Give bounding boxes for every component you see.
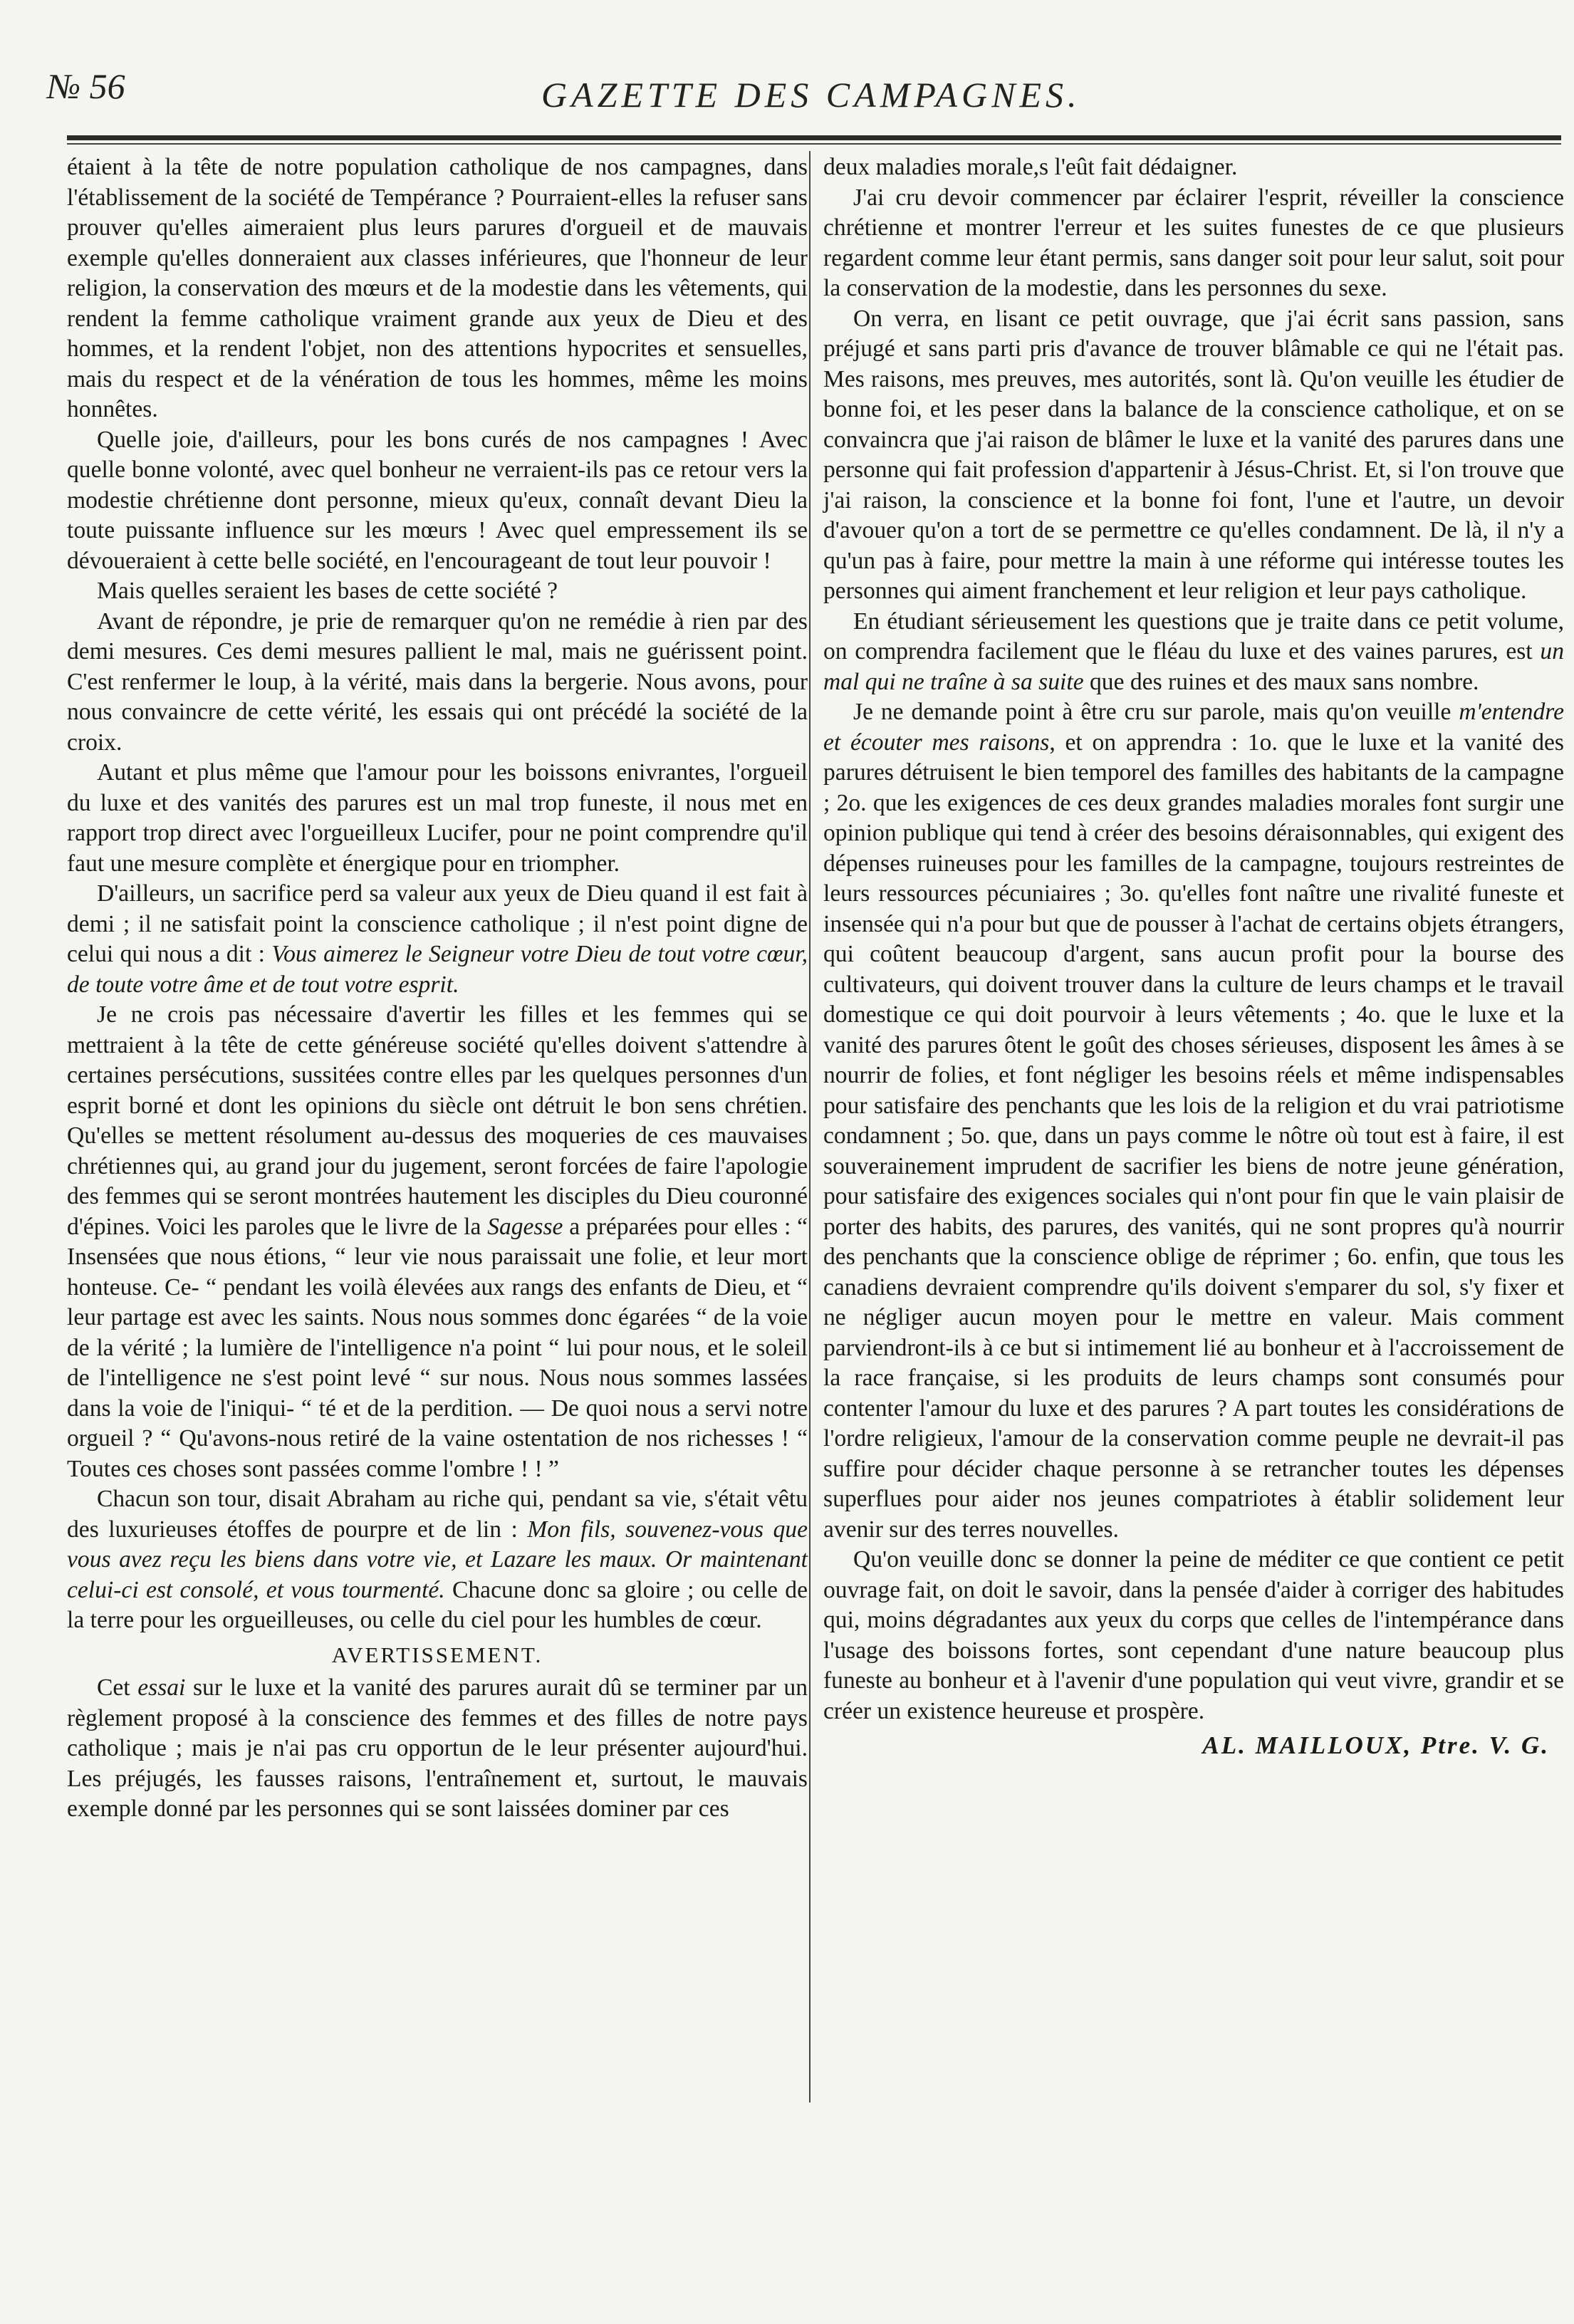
column-divider (809, 151, 811, 2102)
newspaper-masthead: GAZETTE DES CAMPAGNES. (541, 75, 1081, 115)
italic-phrase: un mal qui ne traîne à sa suite (823, 638, 1564, 695)
header-rule-thin (67, 143, 1561, 145)
header-rule-thick (67, 135, 1561, 140)
paragraph: Avant de répondre, je prie de remarquer qu'on ne remédie à rien par des demi mesures. Ces demi mesures pallient le mal, mais ne guérissent point. C'est renfermer le loup, à la vérité, mais dans la bergerie. Nous avons, pour nous convaincre de cette vérité, les essais qui ont précédé la société de la croix. (67, 608, 808, 756)
text-run: Chacun son tour, disait Abraham au riche qui, pendant sa vie, s'était vêtu des luxurieuses étoffes de pourpre et de lin : (67, 1486, 808, 1543)
text-run: D'ailleurs, un sacrifice perd sa valeur aux yeux de Dieu quand il est fait à demi ; il ne satisfait point la conscience catholique ; il n'est point digne de celui qui nous a dit : (67, 880, 808, 967)
text-run: sur le luxe et la vanité des parures aurait dû se terminer par un règlement proposé à la conscience des femmes et des filles de notre pays catholique ; mais je n'ai pas cru opportun de le leur présenter aujourd'hui. Les préjugés, les fausses raisons, l'entraînement et, surtout, le mauvais exemple donné par les personnes qui se sont laissées dominer par ces (67, 1674, 808, 1822)
right-column (823, 152, 1564, 1761)
paragraph: Autant et plus même que l'amour pour les boissons enivrantes, l'orgueil du luxe et des vanités des parures est un mal trop funeste, il nous met en rapport trop direct avec l'orgueilleux Lucifer, pour ne point comprendre qu'il faut une mesure complète et énergique pour en triompher. (67, 759, 808, 877)
paragraph (67, 879, 808, 1000)
text-run: , et on apprendra : 1o. que le luxe et la vanité des parures détruisent le bien temporel des familles des habitants de la campagne ; 2o. que les exigences de ces deux grandes maladies morales font surgir une opinion publique qui tend à créer des besoins déraisonnables, qui exigent des dépenses ruineuses pour les familles de la campagne, toujours restreintes de leurs ressources pécuniaires ; 3o. qu'elles font naître une rivalité funeste et insensée qui n'a pour but que de pousser à l'achat de certains objets étrangers, qui coûtent beaucoup d'argent, sans aucun profit pour la bourse des cultivateurs, qui doivent trouver dans la culture de leurs champs et le travail domestique ce qui doit pourvoir à leurs vêtements ; 4o. que le luxe et la vanité des parures ôtent le goût des choses sérieuses, disposent les âmes à se nourrir de folies, et font négliger les besoins réels et même indispensables pour satisfaire des penchants que les lois de la religion et du vrai patriotisme condamnent ; 5o. que, dans un pays comme le nôtre où tout est à faire, il est souverainement imprudent de sacrifier les biens de notre jeune génération, pour satisfaire des exigences sociales qui n'ont pour fin que le vain plaisir de porter des habits, des parures, des vanités, qui ne sont propres qu'à nourrir des penchants que la conscience oblige de réprimer ; 6o. enfin, que tous les canadiens devraient comprendre qu'ils doivent s'emparer du sol, s'y fixer et ne négliger aucun moyen pour le mettre en valeur. Mais comment parviendront-ils à ce but si intimement lié au bonheur et à l'accroissement de la race française, si les produits de leurs champs sont consumés pour contenter l'amour du luxe et des parures ? A part toutes les considérations de l'ordre religieux, l'amour de la conservation comme peuple ne devrait-il pas suffire pour décider chaque personne à se retrancher toutes les dépenses superflues pour aider nos jeunes compatriotes à établir solidement leur avenir sur des terres nouvelles. (823, 729, 1564, 1543)
page-number: № 56 (47, 66, 125, 106)
paragraph: J'ai cru devoir commencer par éclairer l'esprit, réveiller la conscience chrétienne et montrer l'erreur et les suites funestes de ce que plusieurs regardent comme leur étant permis, sans danger soit pour leur salut, soit pour la conservation de la modestie, dans les personnes du sexe. (823, 184, 1564, 301)
italic-title: Sagesse (487, 1213, 563, 1240)
paragraph: étaient à la tête de notre population catholique de nos campagnes, dans l'établissement de la société de Tempérance ? Pourraient-elles la refuser sans prouver qu'elles aimeraient plus leurs parures d'orgueil et de mauvais exemple qu'elles donneraient aux classes inférieures, que l'honneur de leur religion, la conservation des mœurs et de la modestie dans les vêtements, qui rendent la femme catholique vraiment grande aux yeux de Dieu et des hommes, et la rendent l'objet, non des attentions hypocrites et sensuelles, mais du respect et de la vénération de tous les hommes, même les moins honnêtes. (67, 154, 808, 422)
paragraph: deux maladies morale,s l'eût fait dédaigner. (823, 154, 1238, 180)
paragraph: On verra, en lisant ce petit ouvrage, que j'ai écrit sans passion, sans préjugé et sans parti pris d'avance de trouver blâmable ce qui ne l'était pas. Mes raisons, mes preuves, mes autorités, sont là. Qu'on veuille les étudier de bonne foi, et les peser dans la balance de la conscience catholique, et on se convaincra que j'ai raison de blâmer le luxe et la vanité des parures dans une personne qui fait profession d'appartenir à Jésus-Christ. Et, si l'on trouve que j'ai raison, la conscience et la bonne foi font, l'une et l'autre, un devoir d'avouer qu'on a tort de se permettre ce qu'elles condamnent. De là, il n'y a qu'un pas à faire, pour mettre la main à une réforme qui intéresse toutes les personnes qui aiment franchement et leur religion et leur pays catholique. (823, 305, 1564, 604)
paragraph (67, 1484, 808, 1636)
paragraph: Quelle joie, d'ailleurs, pour les bons curés de nos campagnes ! Avec quelle bonne volonté, avec quel bonheur ne verraient-ils pas ce retour vers la modestie chrétienne dont personne, mieux qu'eux, connaît devant Dieu la toute puissante influence sur les mœurs ! Avec quel empressement ils se dévoueraient à cette belle société, en l'encourageant de tout leur pouvoir ! (67, 426, 808, 574)
text-run: Cet (97, 1674, 138, 1701)
italic-quote: Mon fils, souvenez-vous que vous avez reçu les biens dans votre vie, et Lazare les maux. Or maintenant celui-ci est consolé, et vous tourmenté. (67, 1516, 808, 1603)
paragraph (67, 1673, 808, 1825)
text-run: Je ne crois pas nécessaire d'avertir les filles et les femmes qui se mettraient à la tête de cette généreuse société qu'elles doivent s'attendre à certaines persécutions, sussitées contre elles par les quelques personnes d'un esprit borné et dont les opinions du siècle ont détruit le bon sens chrétien. Qu'elles se mettent résolument au-dessus des moqueries de ces mauvaises chrétiennes qui, au grand jour du jugement, seront forcées de faire l'apologie des femmes qui se seront montrées hautement les disciples du Dieu couronné d'épines. Voici les paroles que le livre de la (67, 1001, 808, 1240)
italic-word: essai (137, 1674, 186, 1701)
italic-phrase: m'entendre et écouter mes raisons (823, 699, 1564, 756)
author-signature: AL. MAILLOUX, Ptre. V. G. (1202, 1731, 1550, 1759)
paragraph (67, 1000, 808, 1484)
text-run: En étudiant sérieusement les questions que je traite dans ce petit volume, on comprendra facilement que le fléau du luxe et des vaines parures, est (823, 608, 1564, 665)
left-column (67, 152, 808, 1825)
paragraph: Mais quelles seraient les bases de cette société ? (97, 578, 558, 604)
section-heading: AVERTISSEMENT. (331, 1642, 543, 1667)
paragraph (823, 697, 1564, 1545)
text-run: Je ne demande point à être cru sur parole, mais qu'on veuille (853, 699, 1459, 725)
text-run: a préparées pour elles : “ Insensées que nous étions, “ leur vie nous paraissait une folie, et leur mort honteuse. Ce- “ pendant les voilà élevées aux rangs des enfants de Dieu, et “ leur partage est avec les saints. Nous nous sommes donc égarées “ de la voie de la vérité ; la lumière de l'intelligence n'a point “ lui pour nous, et le soleil de l'intelligence ne s'est point levé “ sur nous. Nous nous sommes lassées dans la voie de l'iniqui- “ té et de la perdition. — De quoi nous a servi notre orgueil ? “ Qu'avons-nous retiré de la vaine ostentation de nos richesses ! “ Toutes ces choses sont passées comme l'ombre ! ! ” (67, 1213, 808, 1482)
text-run: que des ruines et des maux sans nombre. (1083, 668, 1479, 695)
italic-quote: Vous aimerez le Seigneur votre Dieu de tout votre cœur, de toute votre âme et de tout votre esprit. (67, 941, 808, 998)
paragraph: Qu'on veuille donc se donner la peine de méditer ce que contient ce petit ouvrage fait, on doit le savoir, dans la pensée d'aider à corriger des habitudes qui, moins dégradantes aux yeux du corps que celles de l'intempérance dans l'usage des boissons fortes, sont cependant d'une nature beaucoup plus funeste au bonheur et à l'avenir d'une population qui veut vivre, grandir et se créer un existence heureuse et prospère. (823, 1546, 1564, 1724)
text-run: Chacune donc sa gloire ; ou celle de la terre pour les orgueilleuses, ou celle du ciel pour les humbles de cœur. (67, 1576, 808, 1633)
paragraph (823, 607, 1564, 698)
